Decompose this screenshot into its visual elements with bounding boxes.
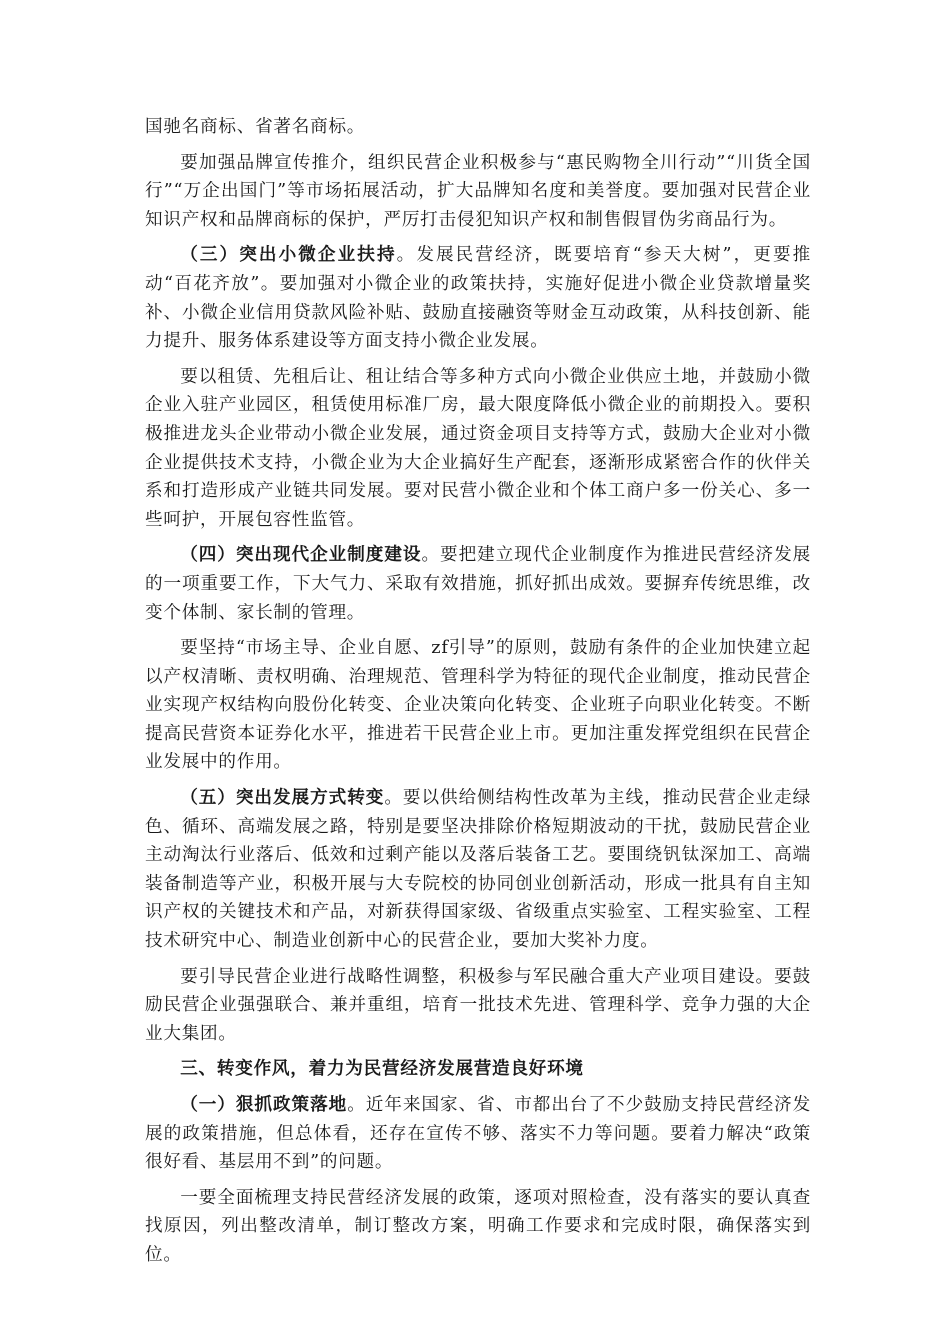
- paragraph-text: 一要全面梳理支持民营经济发展的政策，逐项对照检查，没有落实的要认真查找原因，列出整改清单，制订整改方案，明确工作要求和完成时限，确保落实到位。: [145, 1187, 811, 1265]
- paragraph-5: [145, 541, 811, 627]
- section-heading-3: [145, 1055, 811, 1084]
- paragraph-text: 要引导民营企业进行战略性调整，积极参与军民融合重大产业项目建设。要鼓励民营企业强强联合、兼并重组，培育一批技术先进、管理科学、竞争力强的大企业大集团。: [145, 966, 811, 1044]
- document-page: [145, 113, 811, 1277]
- paragraph-6: [145, 634, 811, 777]
- paragraph-2: [145, 149, 811, 235]
- paragraph-text: 。要把建立现代企业制度作为推进民营经济发展的一项重要工作，下大气力、采取有效措施，抓好抓出成效。要摒弃传统思维，改变个体制、家长制的管理。: [145, 545, 811, 623]
- paragraph-10: [145, 1091, 811, 1177]
- section-lead-3: （三）突出小微企业扶持: [180, 245, 397, 266]
- heading-text: 三、转变作风，着力为民营经济发展营造良好环境: [180, 1059, 584, 1080]
- paragraph-text: 。发展民营经济，既要培育“参天大树”，更要推动“百花齐放”。要加强对小微企业的政策扶持，实施好促进小微企业贷款增量奖补、小微企业信用贷款风险补贴、鼓励直接融资等财金互动政策，从科技创新、能力提升、服务体系建设等方面支持小微企业发展。: [145, 245, 811, 352]
- section-lead-5: （五）突出发展方式转变: [180, 788, 385, 809]
- paragraph-text: 要以租赁、先租后让、租让结合等多种方式向小微企业供应土地，并鼓励小微企业入驻产业园区，租赁使用标准厂房，最大限度降低小微企业的前期投入。要积极推进龙头企业带动小微企业发展，通过资金项目支持等方式，鼓励大企业对小微企业提供技术支持，小微企业为大企业搞好生产配套，逐渐形成紧密合作的伙伴关系和打造形成产业链共同发展。要对民营小微企业和个体工商户多一份关心、多一些呵护，开展包容性监管。: [145, 366, 811, 530]
- paragraph-text: 要加强品牌宣传推介，组织民营企业积极参与“惠民购物全川行动”“川货全国行”“万企出国门”等市场拓展活动，扩大品牌知名度和美誉度。要加强对民营企业知识产权和品牌商标的保护，严厉打击侵犯知识产权和制售假冒伪劣商品行为。: [145, 152, 811, 230]
- paragraph-7: [145, 784, 811, 956]
- paragraph-8: [145, 963, 811, 1049]
- paragraph-text: 国驰名商标、省著名商标。: [145, 117, 366, 137]
- paragraph-text: 。近年来国家、省、市都出台了不少鼓励支持民营经济发展的政策措施，但总体看，还存在宣传不够、落实不力等问题。要着力解决“政策很好看、基层用不到”的问题。: [145, 1095, 811, 1173]
- paragraph-11: [145, 1184, 811, 1270]
- paragraph-text: 。要以供给侧结构性改革为主线，推动民营企业走绿色、循环、高端发展之路，特别是要坚决排除价格短期波动的干扰，鼓励民营企业主动淘汰行业落后、低效和过剩产能以及落后装备工艺。要围绕钒钛深加工、高端装备制造等产业，积极开展与大专院校的协同创业创新活动，形成一批具有自主知识产权的关键技术和产品，对新获得国家级、省级重点实验室、工程实验室、工程技术研究中心、制造业创新中心的民营企业，要加大奖补力度。: [145, 788, 811, 952]
- paragraph-3: [145, 241, 811, 355]
- section-lead-1: （一）狠抓政策落地: [180, 1095, 348, 1115]
- paragraph-text: 要坚持“市场主导、企业自愿、zf引导”的原则，鼓励有条件的企业加快建立起以产权清晰、责权明确、治理规范、管理科学为特征的现代企业制度，推动民营企业实现产权结构向股份化转变、企业决策向化转变、企业班子向职业化转变。不断提高民营资本证券化水平，推进若干民营企业上市。更加注重发挥党组织在民营企业发展中的作用。: [145, 638, 811, 773]
- section-lead-4: （四）突出现代企业制度建设: [180, 545, 422, 566]
- paragraph-1: [145, 113, 811, 142]
- paragraph-4: [145, 363, 811, 535]
